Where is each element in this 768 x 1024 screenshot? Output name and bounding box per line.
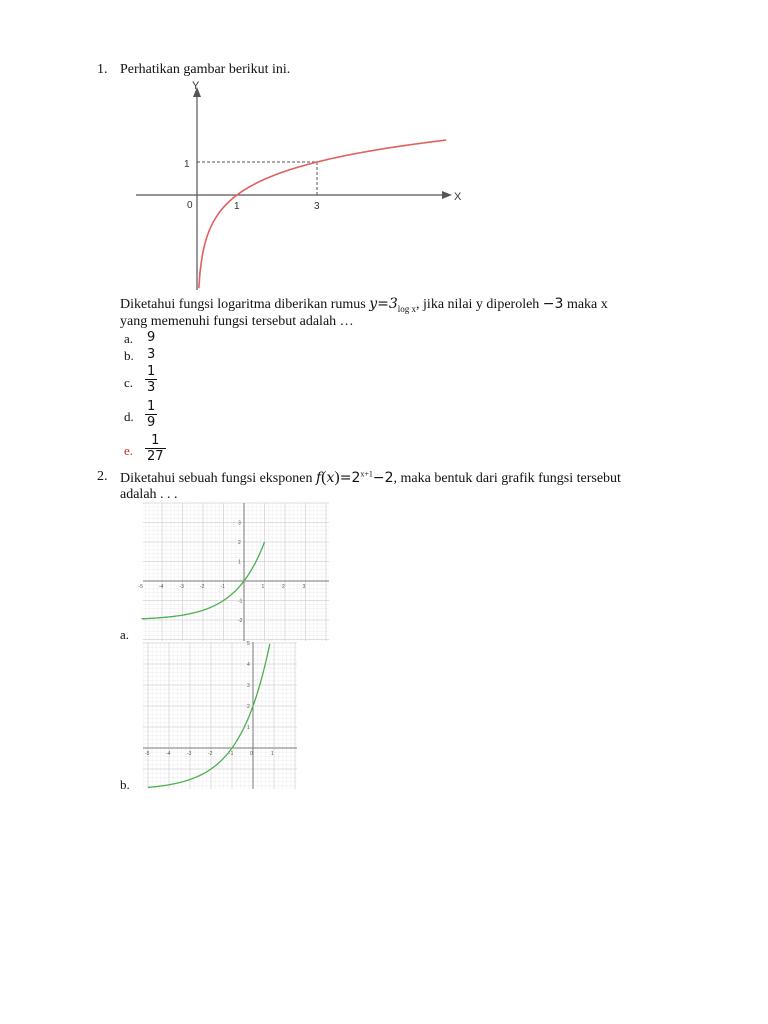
question-1-statement-line-2: yang memenuhi fungsi tersebut adalah … bbox=[120, 314, 354, 329]
x-tick-label: -3 bbox=[187, 751, 192, 757]
question-1-prompt: Perhatikan gambar berikut ini. bbox=[120, 62, 291, 77]
log-graph bbox=[130, 78, 470, 294]
x-tick-label: -4 bbox=[159, 584, 164, 590]
x-tick-label: -2 bbox=[208, 751, 213, 757]
statement-text-3: maka x bbox=[563, 297, 608, 312]
option-e-letter: e. bbox=[124, 443, 134, 458]
option-d-fraction bbox=[145, 399, 157, 430]
option-c-letter: c. bbox=[124, 375, 134, 390]
y-tick-label: -2 bbox=[238, 618, 243, 624]
x-tick-label: -1 bbox=[229, 751, 234, 757]
y-tick-label-1: 1 bbox=[184, 159, 190, 170]
x-tick-label: 1 bbox=[261, 584, 265, 590]
option-d-numerator: 1 bbox=[147, 399, 156, 414]
question-2-statement: Diketahui sebuah fungsi eksponen $f(x)=2^{x+1}-2$, maka bentuk dari grafik fungsi tersebut bbox=[120, 469, 621, 486]
option-d-denominator: 9 bbox=[147, 415, 156, 430]
formula-subscript-log: log x bbox=[397, 303, 417, 314]
x-tick-label: -3 bbox=[179, 584, 184, 590]
x-tick-label-1: 1 bbox=[234, 201, 240, 212]
option-d-letter: d. bbox=[124, 409, 134, 424]
x-tick-label: 3 bbox=[302, 584, 306, 590]
question-1-number: 1. bbox=[97, 62, 108, 77]
x-tick-label: 0 bbox=[250, 751, 253, 757]
y-tick-label: 1 bbox=[247, 725, 250, 731]
x-tick-label: -5 bbox=[138, 584, 143, 590]
question-2-number: 2. bbox=[97, 469, 108, 484]
x-tick-label: -4 bbox=[166, 751, 171, 757]
option-a-letter: a. bbox=[124, 331, 134, 346]
origin-label: 0 bbox=[187, 200, 193, 211]
x-axis-arrow bbox=[442, 191, 452, 199]
q2-text-1: Diketahui sebuah fungsi eksponen bbox=[120, 471, 316, 486]
option-e-denominator: 27 bbox=[147, 449, 164, 464]
y-tick-label: 2 bbox=[247, 704, 250, 710]
graph-a-letter: a. bbox=[120, 627, 130, 642]
y-tick-label: 5 bbox=[247, 641, 250, 647]
option-b-letter: b. bbox=[124, 348, 134, 363]
y-tick-label: 4 bbox=[247, 662, 250, 668]
statement-text-2: , jika nilai y diperoleh bbox=[416, 297, 543, 312]
x-tick-label: -5 bbox=[145, 751, 150, 757]
graph-a bbox=[138, 503, 329, 641]
x-tick-label: -1 bbox=[220, 584, 225, 590]
option-c-numerator: 1 bbox=[147, 364, 156, 379]
y-tick-label: 3 bbox=[238, 520, 241, 527]
y-axis-label: Y bbox=[192, 80, 200, 92]
graph-b bbox=[143, 642, 297, 789]
option-b-value: 3 bbox=[147, 347, 156, 362]
x-tick-label: -2 bbox=[200, 584, 205, 590]
question-2-statement-line-2: adalah . . . bbox=[120, 487, 178, 502]
y-tick-label: 1 bbox=[238, 559, 241, 566]
option-c-fraction bbox=[145, 364, 157, 395]
graph-b-letter: b. bbox=[120, 777, 130, 792]
option-e-fraction bbox=[145, 433, 166, 464]
log-curve bbox=[199, 140, 446, 288]
q2-function-name: f bbox=[315, 470, 322, 486]
x-tick-label-3: 3 bbox=[314, 201, 320, 212]
q2-text-2: , maka bentuk dari grafik fungsi tersebut bbox=[393, 471, 621, 486]
x-axis-label: X bbox=[454, 191, 462, 203]
q2-minus-2: −2 bbox=[372, 470, 394, 486]
x-tick-label: 1 bbox=[271, 751, 274, 757]
value-minus-3: −3 bbox=[542, 296, 564, 312]
option-a-value: 9 bbox=[147, 330, 156, 345]
option-e-numerator: 1 bbox=[151, 433, 160, 448]
y-tick-label: 2 bbox=[238, 540, 241, 546]
y-tick-label: 3 bbox=[247, 683, 250, 689]
q2-exponent: x+1 bbox=[360, 469, 373, 479]
statement-text-1: Diketahui fungsi logaritma diberikan rumus bbox=[120, 297, 370, 312]
formula-y-equals-3: y=3 bbox=[369, 296, 398, 312]
y-tick-label: -1 bbox=[238, 598, 243, 605]
q2-equals-2: =2 bbox=[339, 470, 361, 486]
option-c-denominator: 3 bbox=[147, 380, 156, 395]
q2-variable: x bbox=[326, 470, 335, 486]
x-tick-label: 2 bbox=[282, 584, 285, 590]
